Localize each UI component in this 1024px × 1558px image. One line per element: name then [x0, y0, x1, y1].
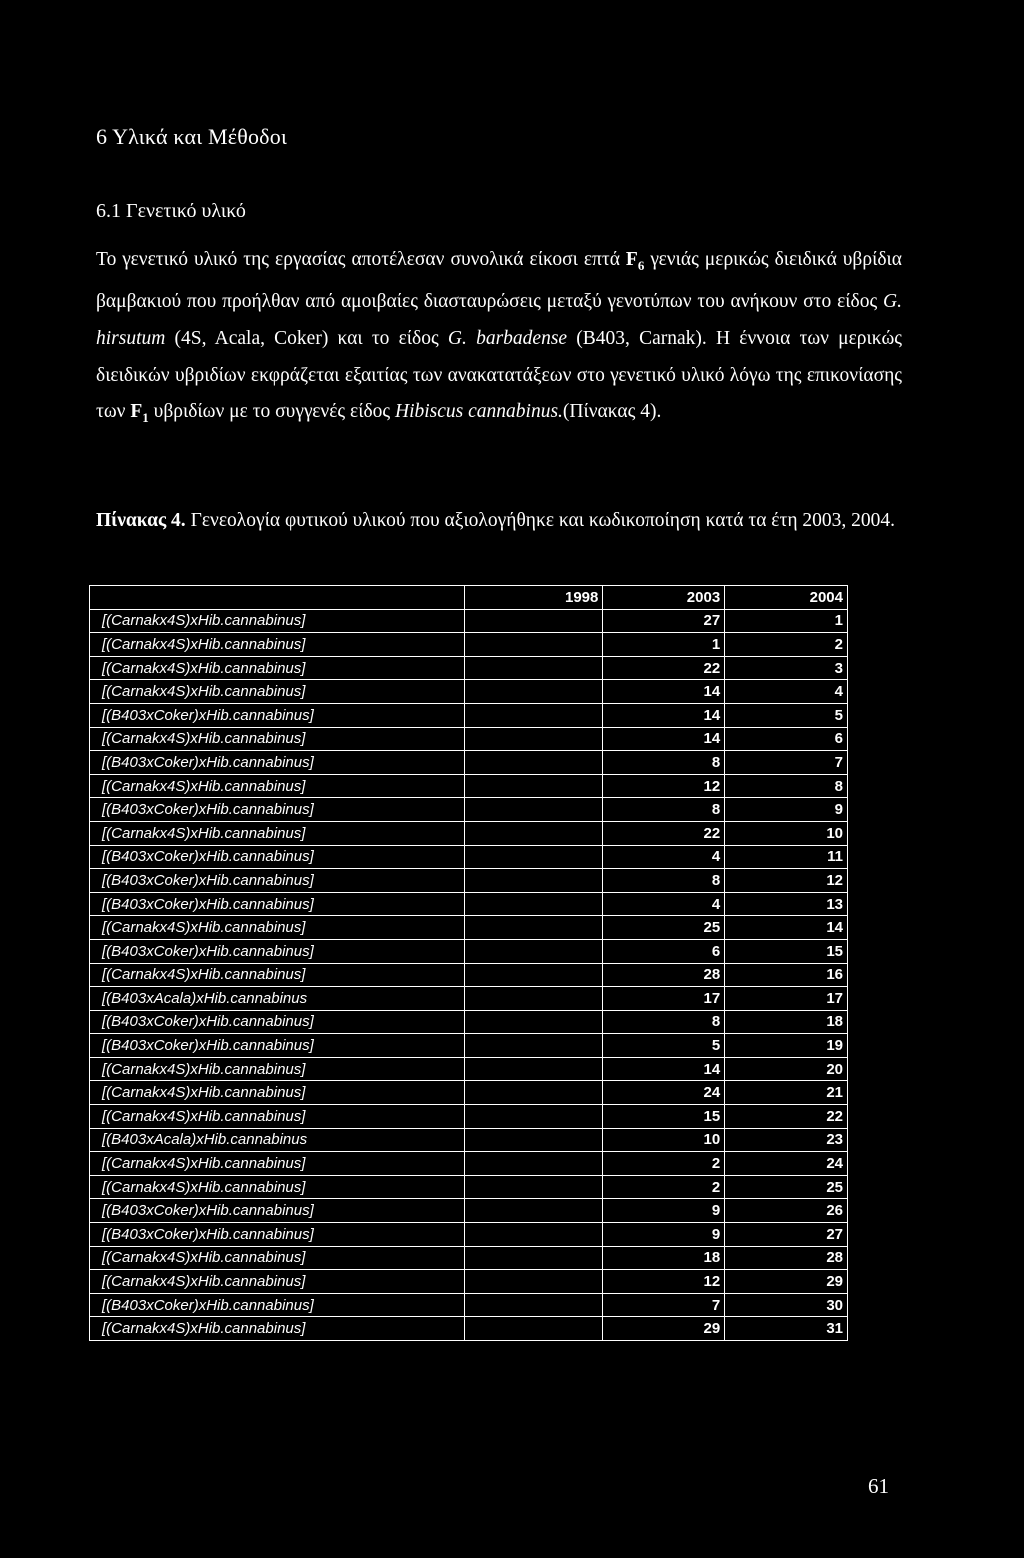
table-row: [90, 1081, 848, 1105]
table-row: [90, 633, 848, 657]
paragraph-text-6: (Πίνακας 4).: [562, 401, 662, 423]
table-row: [90, 1270, 848, 1294]
cell-2004: 26: [725, 1199, 848, 1223]
cell-2004: 8: [725, 774, 848, 798]
cell-1998: [464, 963, 603, 987]
pedigree-cell: [(B403xCoker)xHib.cannabinus]: [90, 892, 465, 916]
cell-1998: [464, 680, 603, 704]
paragraph-text-4: (B403, Carnak). Η έννοια των μερικώς διειδικών υβριδίων εκφράζεται εξαιτίας των ανακατατάξεων στο γενετικό υλικό λόγω της επικονίασης των: [96, 328, 902, 423]
table-row: [90, 1175, 848, 1199]
cell-2004: 30: [725, 1293, 848, 1317]
cell-2003: 14: [603, 727, 725, 751]
cell-1998: [464, 1317, 603, 1341]
table-header-empty: [90, 586, 465, 610]
cell-1998: [464, 751, 603, 775]
cell-2004: 10: [725, 821, 848, 845]
chapter-heading: 6 Υλικά και Μέθοδοι: [96, 124, 288, 149]
table-row: [90, 703, 848, 727]
pedigree-cell: [(B403xCoker)xHib.cannabinus]: [90, 798, 465, 822]
cell-1998: [464, 1223, 603, 1247]
cell-2004: 7: [725, 751, 848, 775]
pedigree-cell: [(B403xAcala)xHib.cannabinus: [90, 1128, 465, 1152]
table-header-2004: 2004: [725, 586, 848, 610]
cell-1998: [464, 1128, 603, 1152]
cell-1998: [464, 892, 603, 916]
cell-1998: [464, 1199, 603, 1223]
pedigree-cell: [(Carnakx4S)xHib.cannabinus]: [90, 656, 465, 680]
pedigree-cell: [(Carnakx4S)xHib.cannabinus]: [90, 774, 465, 798]
cell-2003: 27: [603, 609, 725, 633]
cell-2003: 2: [603, 1175, 725, 1199]
cell-1998: [464, 633, 603, 657]
pedigree-cell: [(Carnakx4S)xHib.cannabinus]: [90, 1105, 465, 1129]
cell-1998: [464, 1270, 603, 1294]
cell-2004: 2: [725, 633, 848, 657]
cell-1998: [464, 916, 603, 940]
cell-2003: 10: [603, 1128, 725, 1152]
pedigree-cell: [(Carnakx4S)xHib.cannabinus]: [90, 1175, 465, 1199]
table-row: [90, 774, 848, 798]
cell-2003: 25: [603, 916, 725, 940]
cell-1998: [464, 1246, 603, 1270]
cell-1998: [464, 727, 603, 751]
cell-1998: [464, 845, 603, 869]
cell-1998: [464, 774, 603, 798]
table-row: [90, 656, 848, 680]
cell-2003: 24: [603, 1081, 725, 1105]
pedigree-cell: [(Carnakx4S)xHib.cannabinus]: [90, 821, 465, 845]
cell-2003: 4: [603, 892, 725, 916]
table-row: [90, 987, 848, 1011]
cell-2004: 12: [725, 869, 848, 893]
cell-2004: 31: [725, 1317, 848, 1341]
table-caption: [96, 503, 902, 539]
cell-2003: 28: [603, 963, 725, 987]
cell-2004: 16: [725, 963, 848, 987]
pedigree-cell: [(Carnakx4S)xHib.cannabinus]: [90, 1152, 465, 1176]
cell-2003: 8: [603, 798, 725, 822]
pedigree-cell: [(Carnakx4S)xHib.cannabinus]: [90, 680, 465, 704]
cell-2003: 12: [603, 1270, 725, 1294]
table-header-2003: 2003: [603, 586, 725, 610]
table-row: [90, 821, 848, 845]
pedigree-cell: [(B403xCoker)xHib.cannabinus]: [90, 1199, 465, 1223]
pedigree-cell: [(B403xAcala)xHib.cannabinus: [90, 987, 465, 1011]
table-row: [90, 1293, 848, 1317]
cell-2003: 8: [603, 751, 725, 775]
cell-2004: 6: [725, 727, 848, 751]
pedigree-cell: [(Carnakx4S)xHib.cannabinus]: [90, 609, 465, 633]
table-row: [90, 798, 848, 822]
table-caption-label: Πίνακας 4.: [96, 510, 186, 531]
cell-2004: 5: [725, 703, 848, 727]
species-hibiscus: Hibiscus cannabinus.: [395, 401, 563, 423]
pedigree-cell: [(Carnakx4S)xHib.cannabinus]: [90, 963, 465, 987]
table-row: [90, 1246, 848, 1270]
paragraph-text-2: γενιάς μερικώς διειδικά υβρίδια βαμβακιού που προήλθαν από αμοιβαίες διασταυρώσεις μεταξύ γενοτύπων του ανήκουν στο είδος: [96, 249, 902, 313]
cell-2003: 9: [603, 1199, 725, 1223]
cell-1998: [464, 798, 603, 822]
cell-1998: [464, 1175, 603, 1199]
cell-2004: 13: [725, 892, 848, 916]
table-body: [90, 609, 848, 1340]
cell-2004: 1: [725, 609, 848, 633]
table-row: [90, 1105, 848, 1129]
cell-2004: 11: [725, 845, 848, 869]
table-row: [90, 609, 848, 633]
pedigree-cell: [(B403xCoker)xHib.cannabinus]: [90, 939, 465, 963]
cell-2003: 14: [603, 703, 725, 727]
pedigree-cell: [(B403xCoker)xHib.cannabinus]: [90, 1293, 465, 1317]
cell-1998: [464, 821, 603, 845]
cell-2003: 4: [603, 845, 725, 869]
pedigree-cell: [(B403xCoker)xHib.cannabinus]: [90, 1223, 465, 1247]
cell-1998: [464, 1057, 603, 1081]
pedigree-cell: [(Carnakx4S)xHib.cannabinus]: [90, 1081, 465, 1105]
cell-2003: 9: [603, 1223, 725, 1247]
cell-2003: 8: [603, 869, 725, 893]
table-row: [90, 727, 848, 751]
cell-2003: 22: [603, 656, 725, 680]
cell-1998: [464, 987, 603, 1011]
cell-2004: 24: [725, 1152, 848, 1176]
cell-2003: 14: [603, 680, 725, 704]
paragraph-text-5: υβριδίων με το συγγενές είδος: [148, 401, 395, 423]
cell-2003: 1: [603, 633, 725, 657]
table-row: [90, 869, 848, 893]
table-caption-text: Γενεολογία φυτικού υλικού που αξιολογήθηκε και κωδικοποίηση κατά τα έτη 2003, 2004.: [185, 510, 896, 531]
table-row: [90, 1223, 848, 1247]
cell-2004: 22: [725, 1105, 848, 1129]
table-row: [90, 680, 848, 704]
pedigree-cell: [(Carnakx4S)xHib.cannabinus]: [90, 916, 465, 940]
cell-2004: 19: [725, 1034, 848, 1058]
cell-2003: 22: [603, 821, 725, 845]
table-row: [90, 1128, 848, 1152]
cell-2004: 23: [725, 1128, 848, 1152]
pedigree-cell: [(B403xCoker)xHib.cannabinus]: [90, 845, 465, 869]
pedigree-cell: [(B403xCoker)xHib.cannabinus]: [90, 1034, 465, 1058]
cell-1998: [464, 609, 603, 633]
cell-2004: 27: [725, 1223, 848, 1247]
pedigree-cell: [(Carnakx4S)xHib.cannabinus]: [90, 1246, 465, 1270]
cell-2004: 14: [725, 916, 848, 940]
table-row: [90, 963, 848, 987]
cell-2003: 17: [603, 987, 725, 1011]
pedigree-cell: [(Carnakx4S)xHib.cannabinus]: [90, 1317, 465, 1341]
pedigree-cell: [(B403xCoker)xHib.cannabinus]: [90, 703, 465, 727]
generation-f6: $F_6$: [625, 249, 645, 273]
cell-2004: 17: [725, 987, 848, 1011]
pedigree-cell: [(B403xCoker)xHib.cannabinus]: [90, 751, 465, 775]
cell-2003: 12: [603, 774, 725, 798]
cell-1998: [464, 869, 603, 893]
table-row: [90, 892, 848, 916]
table-row: [90, 1317, 848, 1341]
pedigree-cell: [(Carnakx4S)xHib.cannabinus]: [90, 1057, 465, 1081]
cell-2003: 29: [603, 1317, 725, 1341]
cell-2004: 28: [725, 1246, 848, 1270]
species-barbadense: G. barbadense: [447, 328, 568, 350]
pedigree-cell: [(B403xCoker)xHib.cannabinus]: [90, 1010, 465, 1034]
cell-1998: [464, 1152, 603, 1176]
page-number: 61: [868, 1474, 889, 1498]
cell-2004: 4: [725, 680, 848, 704]
cell-2004: 20: [725, 1057, 848, 1081]
table-row: [90, 1034, 848, 1058]
cell-2004: 18: [725, 1010, 848, 1034]
cell-2003: 5: [603, 1034, 725, 1058]
table-header-1998: 1998: [464, 586, 603, 610]
pedigree-cell: [(B403xCoker)xHib.cannabinus]: [90, 869, 465, 893]
generation-f1: $F_1$: [130, 401, 149, 426]
table-row: [90, 751, 848, 775]
cell-2004: 9: [725, 798, 848, 822]
cell-1998: [464, 1010, 603, 1034]
table-row: [90, 845, 848, 869]
paragraph-text-3: (4S, Acala, Coker) και το είδος: [165, 328, 448, 350]
cell-2003: 7: [603, 1293, 725, 1317]
cell-2003: 2: [603, 1152, 725, 1176]
pedigree-cell: [(Carnakx4S)xHib.cannabinus]: [90, 1270, 465, 1294]
cell-1998: [464, 1081, 603, 1105]
table-row: [90, 916, 848, 940]
section-heading: 6.1 Γενετικό υλικό: [96, 200, 246, 222]
cell-2004: 21: [725, 1081, 848, 1105]
table-row: [90, 939, 848, 963]
table-row: [90, 1152, 848, 1176]
cell-1998: [464, 656, 603, 680]
table-row: [90, 1057, 848, 1081]
cell-1998: [464, 1293, 603, 1317]
cell-1998: [464, 703, 603, 727]
table-row: [90, 1199, 848, 1223]
cell-2004: 25: [725, 1175, 848, 1199]
pedigree-cell: [(Carnakx4S)xHib.cannabinus]: [90, 633, 465, 657]
cell-2003: 18: [603, 1246, 725, 1270]
cell-1998: [464, 1034, 603, 1058]
cell-2004: 3: [725, 656, 848, 680]
pedigree-table: [89, 585, 848, 1341]
cell-1998: [464, 1105, 603, 1129]
cell-2004: 29: [725, 1270, 848, 1294]
table-row: [90, 1010, 848, 1034]
paragraph-text-1: Το γενετικό υλικό της εργασίας αποτέλεσαν συνολικά είκοσι επτά: [96, 249, 626, 270]
pedigree-cell: [(Carnakx4S)xHib.cannabinus]: [90, 727, 465, 751]
cell-2004: 15: [725, 939, 848, 963]
table-header-row: [90, 586, 848, 610]
cell-1998: [464, 939, 603, 963]
cell-2003: 6: [603, 939, 725, 963]
species-hirsutum: G. hirsutum: [96, 291, 902, 350]
cell-2003: 8: [603, 1010, 725, 1034]
body-paragraph: [96, 242, 902, 437]
cell-2003: 15: [603, 1105, 725, 1129]
cell-2003: 14: [603, 1057, 725, 1081]
